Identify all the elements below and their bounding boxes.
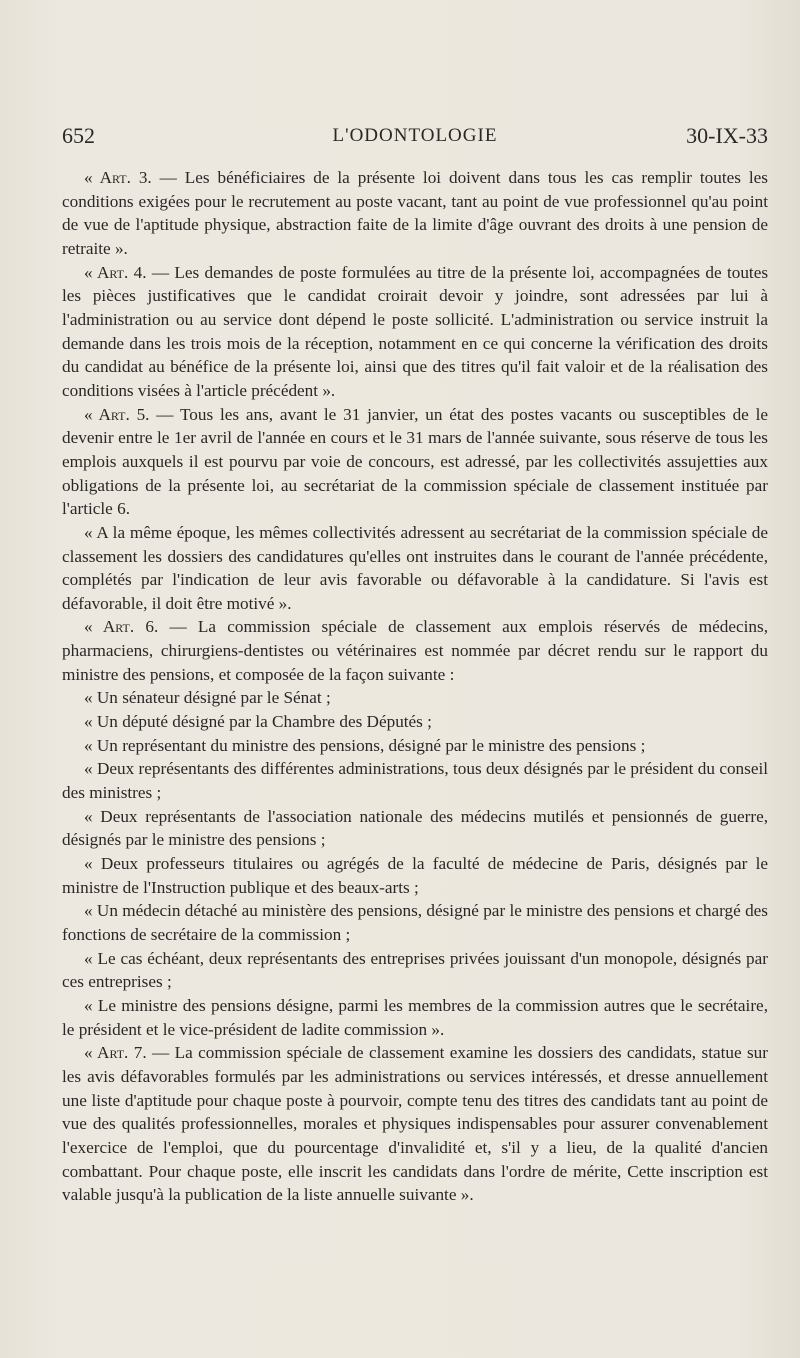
list-item [62, 899, 768, 946]
paragraph-text: « A la même époque, les mêmes collectivités adressent au secrétariat de la commission spéciale de classement les dossiers des candidatures qu'elles ont instruites dans le courant de l'année précédente, complétés par l'indication de leur avis favorable ou défavorable à la candidature. Si l'avis est défavorable, il doit être motivé ». [62, 522, 768, 613]
paragraph-text: — Les demandes de poste formulées au titre de la présente loi, accompagnées de toutes les pièces justificatives que le candidat croirait devoir y joindre, sont adressées par lui à l'administration ou au service dont dépend le poste sollicité. L'administration ou service instruit la demande dans les trois mois de la réception, notamment en ce qui concerne la vérification des droits du candidat au bénéfice de la présente loi, ainsi que des titres qu'il fait valoir et de la réalisation des conditions visées à l'article précédent ». [62, 262, 769, 400]
paragraph-text: « Un sénateur désigné par le Sénat ; [84, 688, 331, 708]
paragraph-text: — Les bénéficiaires de la présente loi doivent dans tous les cas remplir toutes les conditions exigées pour le recrutement au poste vacant, tant au point de vue professionnel qu'au point de vue de l'aptitude physique, abstraction faite de la limite d'âge ouvrant des droits à une pension de retraite ». [62, 168, 768, 258]
paragraph-art-3 [62, 166, 768, 261]
list-item [62, 734, 768, 758]
paragraph-text: « Un médecin détaché au ministère des pensions, désigné par le ministre des pensions et chargé des fonctions de secrétaire de la commission ; [62, 901, 768, 944]
paragraph-text: « Deux représentants des différentes administrations, tous deux désignés par le président du conseil des ministres ; [62, 759, 768, 803]
paragraph-text: « Le cas échéant, deux représentants des entreprises privées jouissant d'un monopole, désignés par ces entreprises ; [62, 948, 768, 992]
paragraph-art-6 [62, 615, 768, 686]
paragraph-art-4 [62, 261, 768, 403]
paragraph-text: — La commission spéciale de classement aux emplois réservés de médecins, pharmaciens, chirurgiens-dentistes ou vétérinaires est nommée par décret rendu sur le rapport du ministre des pensions, et composée de la façon suivante : [62, 617, 768, 684]
list-item [62, 852, 768, 899]
list-item [62, 710, 768, 734]
paragraph-text: — Tous les ans, avant le 31 janvier, un état des postes vacants ou susceptibles de le devenir entre le 1er avril de l'année en cours et le 31 mars de l'année suivante, sous réserve de tous les emplois auxquels il est pourvu par voie de concours, est adressé, par les collectivités assujetties aux obligations de la présente loi, au secrétariat de la commission spéciale de classement instituée par l'article 6. [62, 404, 769, 519]
paragraph-art-7 [62, 1041, 768, 1207]
list-item [62, 805, 768, 852]
page-number: 652 [62, 123, 95, 148]
list-item [62, 947, 768, 994]
paragraph [62, 994, 768, 1041]
paragraph-text: « Un représentant du ministre des pensions, désigné par le ministre des pensions ; [84, 735, 646, 755]
paragraph-text: « Le ministre des pensions désigne, parmi les membres de la commission autres que le secrétaire, le président et le vice-président de ladite commission ». [62, 995, 768, 1039]
article-lead: « Art. 6. [84, 617, 159, 637]
body-text [62, 166, 768, 1207]
paragraph-text: « Un député désigné par la Chambre des Députés ; [84, 712, 432, 732]
running-header [62, 122, 768, 150]
article-lead: « Art. 3. [84, 168, 152, 187]
article-lead: « Art. 7. [84, 1043, 147, 1063]
list-item [62, 686, 768, 710]
paragraph-text: — La commission spéciale de classement examine les dossiers des candidats, statue sur les avis défavorables formulés par les administrations ou services intéressés, et dresse annuellement une liste d'aptitude pour chaque poste à pourvoir, compte tenu des titres des candidats tant au point de vue des qualités professionnelles, morales et physiques indispensables pour assurer convenablement l'exercice de l'emploi, que du pourcentage d'invalidité et, s'il y a lieu, de la qualité d'ancien combattant. Pour chaque poste, elle inscrit les candidats dans l'ordre de mérite, Cette inscription est valable jusqu'à la publication de la liste annuelle suivante ». [62, 1043, 768, 1205]
paragraph-text: « Deux professeurs titulaires ou agrégés de la faculté de médecine de Paris, désignés par le ministre de l'Instruction publique et des beaux-arts ; [62, 854, 768, 897]
issue-date: 30-IX-33 [686, 123, 768, 148]
paragraph-text: « Deux représentants de l'association nationale des médecins mutilés et pensionnés de guerre, désignés par le ministre des pensions ; [62, 806, 768, 850]
article-lead: « Art. 5. [84, 404, 150, 424]
article-lead: « Art. 4. [84, 262, 147, 282]
paragraph-art-5 [62, 403, 768, 521]
journal-title: L'ODONTOLOGIE [332, 125, 498, 146]
list-item [62, 757, 768, 804]
paragraph [62, 521, 768, 616]
